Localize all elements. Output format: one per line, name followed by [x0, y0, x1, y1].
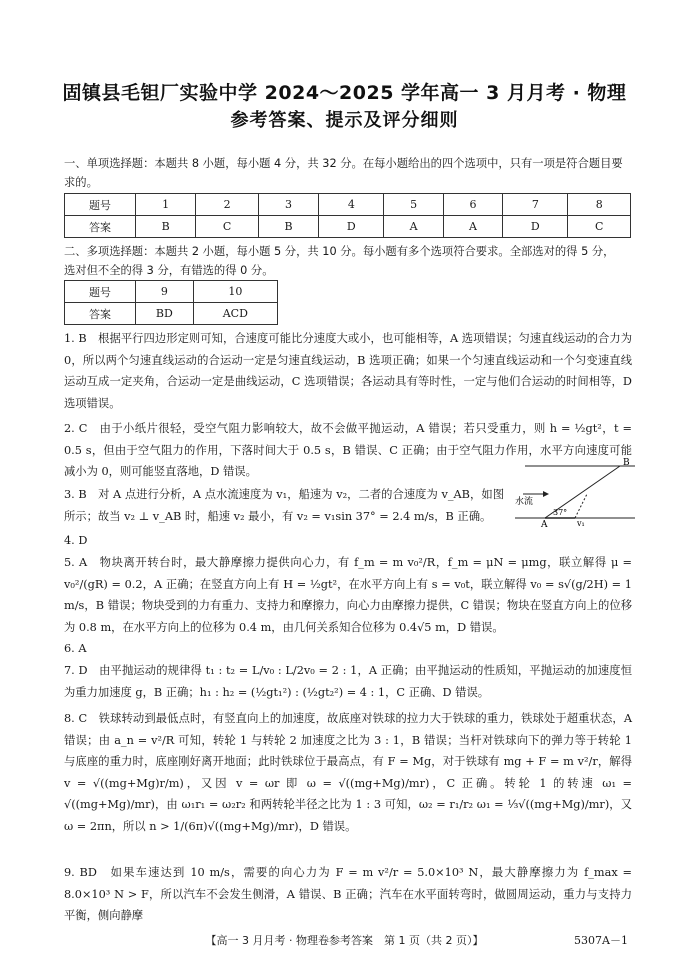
section2-heading: 二、多项选择题：本题共 2 小题，每小题 5 分，共 10 分。每小题有多个选项符合要求。全部选对的得 5 分，选对但不全的得 3 分，有错选的得 0 分。: [64, 245, 615, 277]
row-label-question: 题号: [65, 281, 136, 303]
table-cell: 4: [319, 194, 384, 216]
label-b: B: [623, 458, 630, 468]
answer-table-single: [64, 193, 631, 238]
table-cell: 7: [503, 194, 568, 216]
table-cell: 8: [568, 194, 631, 216]
explanation-3: 3. B 对 A 点进行分析，A 点水流速度为 v₁，船速为 v₂，二者的合速度为 v_AB，如图所示；故当 v₂ ⊥ v_AB 时，船速 v₂ 最小，有 v₂ = v₁sin 37° = 2.4 m/s，B 正确。: [64, 488, 504, 523]
flow-arrowhead-icon: [543, 491, 549, 497]
answer-table-multiple: [64, 280, 278, 325]
row-label-answer: 答案: [65, 303, 136, 325]
row-label-answer: 答案: [65, 216, 136, 238]
table-row: [65, 281, 278, 303]
exam-title: 固镇县毛钽厂实验中学 2024～2025 学年高一 3 月月考 · 物理: [62, 82, 627, 104]
velocity-diagram: [515, 458, 635, 528]
table-cell: 10: [193, 281, 277, 303]
label-flow: 水流: [515, 497, 534, 507]
label-a: A: [541, 520, 548, 528]
table-cell: 6: [443, 194, 502, 216]
table-row: [65, 216, 631, 238]
explanation-6: 6. A: [64, 642, 87, 655]
table-cell: ACD: [193, 303, 277, 325]
exam-subtitle: 参考答案、提示及评分细则: [230, 110, 459, 131]
table-cell: BD: [136, 303, 194, 325]
table-cell: C: [196, 216, 259, 238]
table-cell: A: [443, 216, 502, 238]
table-cell: 5: [384, 194, 443, 216]
table-cell: D: [503, 216, 568, 238]
table-cell: 2: [196, 194, 259, 216]
table-row: [65, 194, 631, 216]
explanation-1: 1. B 根据平行四边形定则可知，合速度可能比分速度大或小，也可能相等，A 选项错误；匀速直线运动的合力为 0，所以两个匀速直线运动的合运动一定是匀速直线运动，B 选项正确；如果一个匀速直线运动和一个匀变速直线运动互成一定夹角，合运动一定是曲线运动，C 选项错误；各运动具有等时性，一定与他们合运动的时间相等，D 选项错误。: [64, 332, 632, 410]
table-cell: 1: [136, 194, 196, 216]
table-cell: 3: [258, 194, 318, 216]
section1-heading: 一、单项选择题：本题共 8 小题，每小题 4 分，共 32 分。在每小题给出的四个选项中，只有一项是符合题目要求的。: [64, 157, 623, 189]
document-code: 5307A－1: [574, 934, 628, 947]
label-angle: 37°: [553, 508, 568, 517]
explanation-5: 5. A 物块离开转台时，最大静摩擦力提供向心力，有 f_m = m v₀²/R，f_m = μN = μmg，联立解得 μ = v₀²/(gR) = 0.2，A 正确；在竖直方向上有 H = ½gt²，在水平方向上有 s = v₀t，联立解得 v₀ = s√(g/2H) = 1 m/s，B 错误；物块受到的力有重力、支持力和摩擦力，向心力由摩擦力提供，C 错误；物块在竖直方向上的位移为 0.8 m，在水平方向上的位移为 0.4 m，由几何关系知合位移为 0.4√5 m，D 错误。: [64, 556, 632, 634]
table-cell: A: [384, 216, 443, 238]
table-cell: C: [568, 216, 631, 238]
explanation-7: 7. D 由平抛运动的规律得 t₁ : t₂ = L/v₀ : L/2v₀ = 2 : 1，A 正确；由平抛运动的性质知，平抛运动的加速度恒为重力加速度 g，B 正确；h₁ : h₂ = (½gt₁²) : (½gt₂²) = 4 : 1，C 正确、D 错误。: [64, 664, 632, 699]
label-v1: v₁: [577, 519, 585, 528]
explanation-4: 4. D: [64, 534, 88, 547]
page-footer: 【高一 3 月月考 · 物理卷参考答案 第 1 页（共 2 页）】: [205, 934, 484, 947]
table-cell: D: [319, 216, 384, 238]
explanation-8: 8. C 铁球转动到最低点时，有竖直向上的加速度，故底座对铁球的拉力大于铁球的重力，铁球处于超重状态，A 错误；由 a_n = v²/R 可知，转轮 1 与转轮 2 加速度之比为 3 : 1，B 错误；当杆对铁球向下的弹力等于转轮 1 与底座的重力时，底座刚好离开地面；此时铁球位于最高点，有 F = Mg，对于铁球有 mg + F = m v²/r，解得 v = √((mg+Mg)r/m)，又因 v = ωr 即 ω = √((mg+Mg)/mr)，C 正确。转轮 1 的转速 ω₁ = √((mg+Mg)/mr)，由 ω₁r₁ = ω₂r₂ 和两转轮半径之比为 1 : 3 可知，ω₂ = r₁/r₂ ω₁ = ⅓√((mg+Mg)/mr)，又 ω = 2πn，所以 n > 1/(6π)√((mg+Mg)/mr)，D 错误。: [64, 712, 632, 833]
table-cell: B: [136, 216, 196, 238]
table-cell: B: [258, 216, 318, 238]
explanation-2: 2. C 由于小纸片很轻，受空气阻力影响较大，故不会做平抛运动，A 错误；若只受重力，则 h = ½gt²，t = 0.5 s，但由于空气阻力的作用，下落时间大于 0.5 s，B 错误、C 正确；由于空气阻力作用，水平方向速度可能减小为 0，则可能竖直落地，D 错误。: [64, 422, 632, 478]
table-row: [65, 303, 278, 325]
explanation-9: 9. BD 如果车速达到 10 m/s，需要的向心力为 F = m v²/r = 5.0×10³ N，最大静摩擦力为 f_max = 8.0×10³ N > F，所以汽车不会发生侧滑，A 错误、B 正确；汽车在水平面转弯时，做圆周运动，重力与支持力平衡，侧向静摩: [64, 866, 632, 922]
v2-vector: [575, 494, 587, 518]
row-label-question: 题号: [65, 194, 136, 216]
table-cell: 9: [136, 281, 194, 303]
